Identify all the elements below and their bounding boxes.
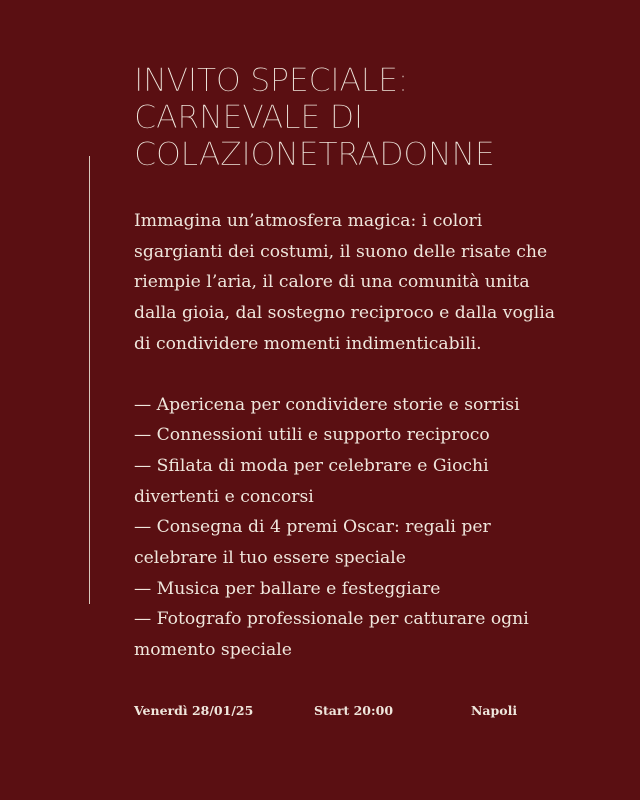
vertical-divider [89, 156, 90, 604]
title-line-3: COLAZIONETRADONNE [134, 135, 495, 173]
title-line-1: INVITO SPECIALE: [134, 61, 408, 99]
event-date: Venerdì 28/01/25 [134, 703, 254, 718]
list-item: — Consegna di 4 premi Oscar: regali per celebrare il tuo essere speciale [134, 517, 491, 569]
list-item: — Connessioni utili e supporto reciproco [134, 425, 490, 446]
event-time: Start 20:00 [314, 703, 394, 718]
list-item: — Sfilata di moda per celebrare e Giochi divertenti e concorsi [134, 455, 489, 507]
list-item: — Apericena per condividere storie e sorrisi [134, 394, 520, 415]
event-place: Napoli [471, 703, 518, 718]
title-line-2: CARNEVALE DI [134, 98, 363, 136]
intro-paragraph: Immagina un’atmosfera magica: i colori sgargianti dei costumi, il suono delle risate che riempie l’aria, il calore di una comunità unita dalla gioia, dal sostegno reciproco e dalla voglia di condividere momenti indimenticabili. [134, 211, 556, 354]
list-item: — Musica per ballare e festeggiare [134, 578, 441, 599]
features-list [134, 390, 574, 666]
event-details [0, 703, 640, 723]
invitation-title [134, 62, 554, 173]
invitation-body [134, 206, 574, 666]
list-item: — Fotografo professionale per catturare ogni momento speciale [134, 609, 529, 661]
